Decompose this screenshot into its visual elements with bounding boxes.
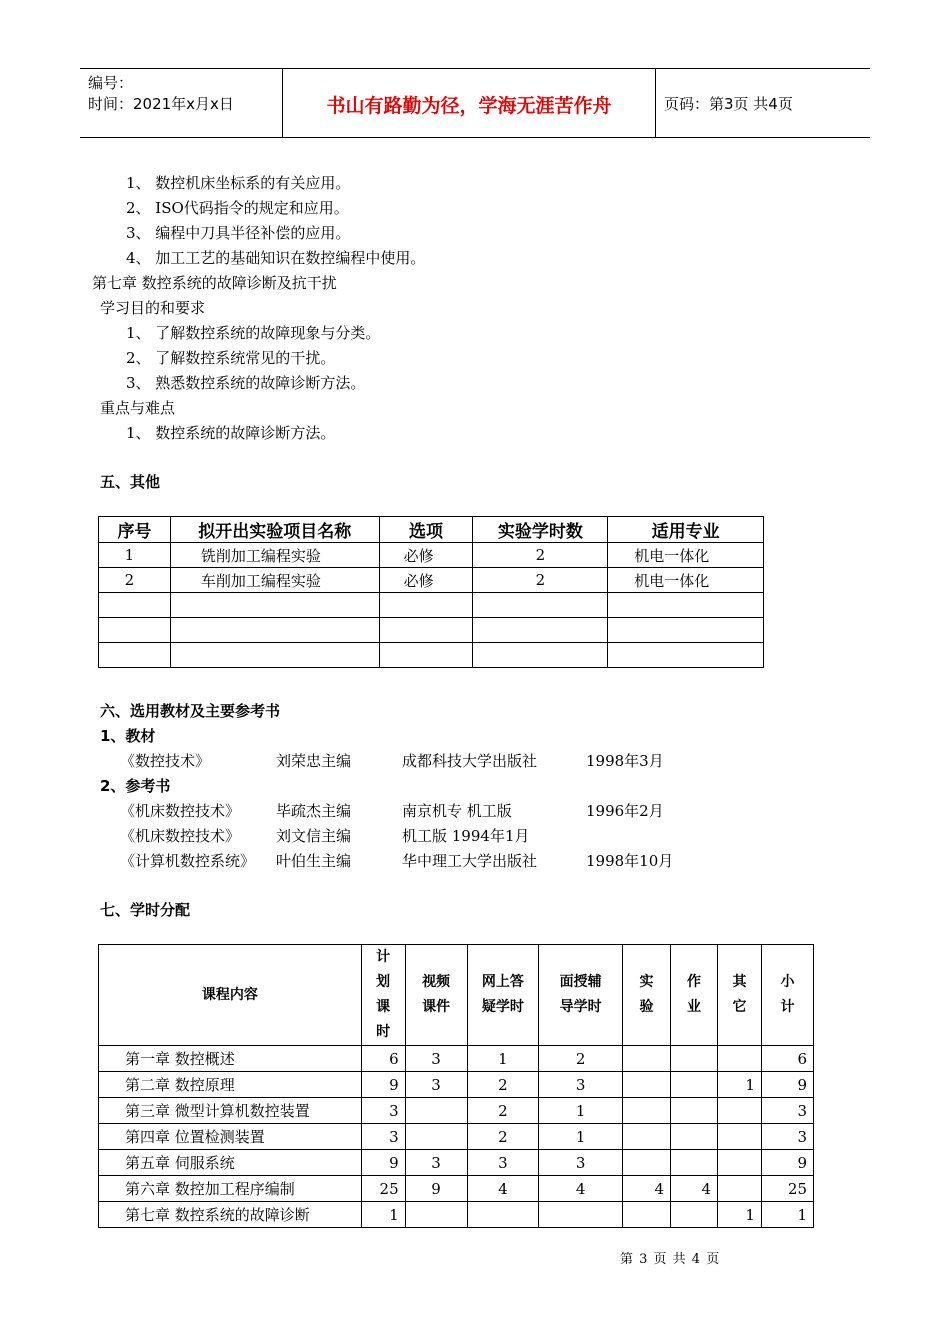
hours-cell: 3	[539, 1150, 623, 1176]
hours-cell: 4	[670, 1176, 717, 1202]
header-meta	[88, 73, 234, 115]
hours-cell: 1	[467, 1046, 539, 1072]
table-header-row	[99, 517, 764, 543]
column-header: 适用专业	[608, 517, 764, 543]
section-heading: 六、选用教材及主要参考书	[100, 702, 281, 720]
hours-cell: 1	[361, 1202, 405, 1228]
book-title: 《计算机数控系统》	[120, 852, 256, 870]
table-cell	[170, 643, 379, 668]
book-title: 《机床数控技术》	[120, 802, 241, 820]
hours-cell: 6	[761, 1046, 813, 1072]
hours-cell: 3	[467, 1150, 539, 1176]
table-cell	[473, 593, 608, 618]
hours-cell: 9	[361, 1150, 405, 1176]
hours-cell	[623, 1150, 671, 1176]
hours-cell	[717, 1150, 761, 1176]
hours-cell: 3	[539, 1072, 623, 1098]
column-header: 序号	[99, 517, 171, 543]
table-cell: 机电一体化	[608, 568, 764, 593]
hours-cell: 2	[467, 1124, 539, 1150]
column-header: 计划课时	[361, 945, 405, 1046]
table-row	[99, 593, 764, 618]
list-item: 3、 编程中刀具半径补偿的应用。	[126, 224, 351, 242]
hours-cell: 1	[539, 1124, 623, 1150]
table-cell: 车削加工编程实验	[170, 568, 379, 593]
column-header: 面授辅导学时	[539, 945, 623, 1046]
table-cell	[379, 593, 473, 618]
table-cell: 机电一体化	[608, 543, 764, 568]
table-row	[99, 1176, 814, 1202]
subheading: 1、教材	[100, 727, 156, 745]
book-date: 1998年10月	[586, 852, 674, 870]
subheading: 重点与难点	[100, 399, 176, 417]
book-publisher: 南京机专 机工版	[402, 802, 512, 820]
hours-cell: 2	[467, 1098, 539, 1124]
hours-cell	[623, 1072, 671, 1098]
hours-cell: 4	[623, 1176, 671, 1202]
column-header: 拟开出实验项目名称	[170, 517, 379, 543]
hours-cell: 3	[761, 1124, 813, 1150]
book-author: 叶伯生主编	[276, 852, 352, 870]
table-cell: 1	[99, 543, 171, 568]
list-item: 2、 ISO代码指令的规定和应用。	[126, 199, 349, 217]
chapter-title: 第七章 数控系统的故障诊断及抗干扰	[92, 274, 337, 292]
hours-cell: 1	[717, 1202, 761, 1228]
table-row	[99, 543, 764, 568]
hours-cell: 2	[539, 1046, 623, 1072]
number-label: 编号：	[88, 74, 134, 92]
table-cell	[170, 618, 379, 643]
hours-cell: 1	[761, 1202, 813, 1228]
hours-cell: 4	[539, 1176, 623, 1202]
list-item: 3、 熟悉数控系统的故障诊断方法。	[126, 374, 366, 392]
hours-table-body	[99, 1046, 814, 1228]
section-heading: 七、学时分配	[100, 901, 191, 919]
list-item: 1、 数控系统的故障诊断方法。	[126, 424, 336, 442]
hours-table	[98, 944, 814, 1228]
hours-cell: 3	[405, 1150, 467, 1176]
hours-cell: 6	[361, 1046, 405, 1072]
hours-cell	[623, 1046, 671, 1072]
course-content-cell: 第五章 伺服系统	[99, 1150, 362, 1176]
hours-cell	[623, 1202, 671, 1228]
table-row	[99, 1046, 814, 1072]
table-cell	[608, 643, 764, 668]
time-label: 时间：2021年x月x日	[88, 95, 234, 113]
list-item: 4、 加工工艺的基础知识在数控编程中使用。	[126, 249, 426, 267]
table-cell: 2	[473, 568, 608, 593]
hours-cell	[405, 1202, 467, 1228]
hours-cell	[670, 1098, 717, 1124]
table-row	[99, 1150, 814, 1176]
hours-cell: 3	[761, 1098, 813, 1124]
book-date: 1998年3月	[586, 752, 664, 770]
table-row	[99, 1124, 814, 1150]
book-author: 刘文信主编	[276, 827, 352, 845]
table-row	[99, 568, 764, 593]
column-header: 实验学时数	[473, 517, 608, 543]
table-cell	[608, 618, 764, 643]
hours-cell: 9	[761, 1150, 813, 1176]
hours-cell	[670, 1072, 717, 1098]
experiment-table	[98, 516, 764, 668]
hours-cell	[623, 1098, 671, 1124]
course-content-cell: 第二章 数控原理	[99, 1072, 362, 1098]
hours-cell: 9	[405, 1176, 467, 1202]
table-cell: 必修	[379, 568, 473, 593]
course-content-cell: 第三章 微型计算机数控装置	[99, 1098, 362, 1124]
list-item: 1、 了解数控系统的故障现象与分类。	[126, 324, 381, 342]
table-cell: 2	[473, 543, 608, 568]
table-cell: 铣削加工编程实验	[170, 543, 379, 568]
table-row	[99, 618, 764, 643]
hours-cell: 9	[761, 1072, 813, 1098]
hours-cell: 25	[361, 1176, 405, 1202]
table-cell	[379, 643, 473, 668]
hours-cell	[717, 1124, 761, 1150]
book-publisher: 华中理工大学出版社	[402, 852, 538, 870]
table-cell	[99, 618, 171, 643]
course-content-cell: 第七章 数控系统的故障诊断	[99, 1202, 362, 1228]
hours-cell: 3	[405, 1046, 467, 1072]
table-row	[99, 1072, 814, 1098]
hours-cell	[539, 1202, 623, 1228]
table-cell	[379, 618, 473, 643]
table-cell	[473, 618, 608, 643]
hours-cell	[670, 1202, 717, 1228]
list-item: 1、 数控机床坐标系的有关应用。	[126, 174, 351, 192]
book-publisher: 机工版 1994年1月	[402, 827, 530, 845]
table-cell	[99, 643, 171, 668]
hours-cell	[405, 1098, 467, 1124]
section-heading: 五、其他	[100, 473, 161, 491]
subheading: 学习目的和要求	[100, 299, 206, 317]
column-header: 选项	[379, 517, 473, 543]
hours-cell: 1	[539, 1098, 623, 1124]
column-header: 课程内容	[99, 945, 362, 1046]
hours-cell: 1	[717, 1072, 761, 1098]
header-divider	[655, 69, 656, 137]
hours-cell: 25	[761, 1176, 813, 1202]
hours-cell: 9	[361, 1072, 405, 1098]
book-date: 1996年2月	[586, 802, 664, 820]
hours-cell: 3	[361, 1124, 405, 1150]
hours-cell: 2	[467, 1072, 539, 1098]
hours-cell	[405, 1124, 467, 1150]
hours-cell	[670, 1150, 717, 1176]
column-header: 网上答疑学时	[467, 945, 539, 1046]
table-cell: 2	[99, 568, 171, 593]
hours-cell: 3	[361, 1098, 405, 1124]
hours-cell	[623, 1124, 671, 1150]
page-header	[80, 68, 870, 138]
table-row	[99, 1202, 814, 1228]
table-row	[99, 1098, 814, 1124]
hours-cell	[717, 1046, 761, 1072]
column-header: 其它	[717, 945, 761, 1046]
column-header: 实验	[623, 945, 671, 1046]
hours-cell	[670, 1124, 717, 1150]
hours-cell: 3	[405, 1072, 467, 1098]
table-cell: 必修	[379, 543, 473, 568]
course-content-cell: 第一章 数控概述	[99, 1046, 362, 1072]
column-header: 作业	[670, 945, 717, 1046]
table-cell	[608, 593, 764, 618]
subheading: 2、参考书	[100, 777, 171, 795]
course-content-cell: 第四章 位置检测装置	[99, 1124, 362, 1150]
book-author: 刘荣忠主编	[276, 752, 352, 770]
page-footer: 第 3 页 共 4 页	[620, 1252, 721, 1267]
table-cell	[99, 593, 171, 618]
table-cell	[170, 593, 379, 618]
column-header: 小计	[761, 945, 813, 1046]
book-author: 毕疏杰主编	[276, 802, 352, 820]
table-row	[99, 643, 764, 668]
hours-cell: 4	[467, 1176, 539, 1202]
book-title: 《数控技术》	[120, 752, 211, 770]
table-cell	[473, 643, 608, 668]
hours-cell	[717, 1098, 761, 1124]
column-header: 视频课件	[405, 945, 467, 1046]
course-content-cell: 第六章 数控加工程序编制	[99, 1176, 362, 1202]
table-header-row	[99, 945, 814, 1046]
list-item: 2、 了解数控系统常见的干扰。	[126, 349, 336, 367]
hours-cell	[467, 1202, 539, 1228]
header-page-number: 页码：第3页 共4页	[664, 95, 793, 113]
hours-cell	[670, 1046, 717, 1072]
header-motto: 书山有路勤为径，学海无涯苦作舟	[326, 95, 612, 117]
hours-cell	[717, 1176, 761, 1202]
book-publisher: 成都科技大学出版社	[402, 752, 538, 770]
book-title: 《机床数控技术》	[120, 827, 241, 845]
